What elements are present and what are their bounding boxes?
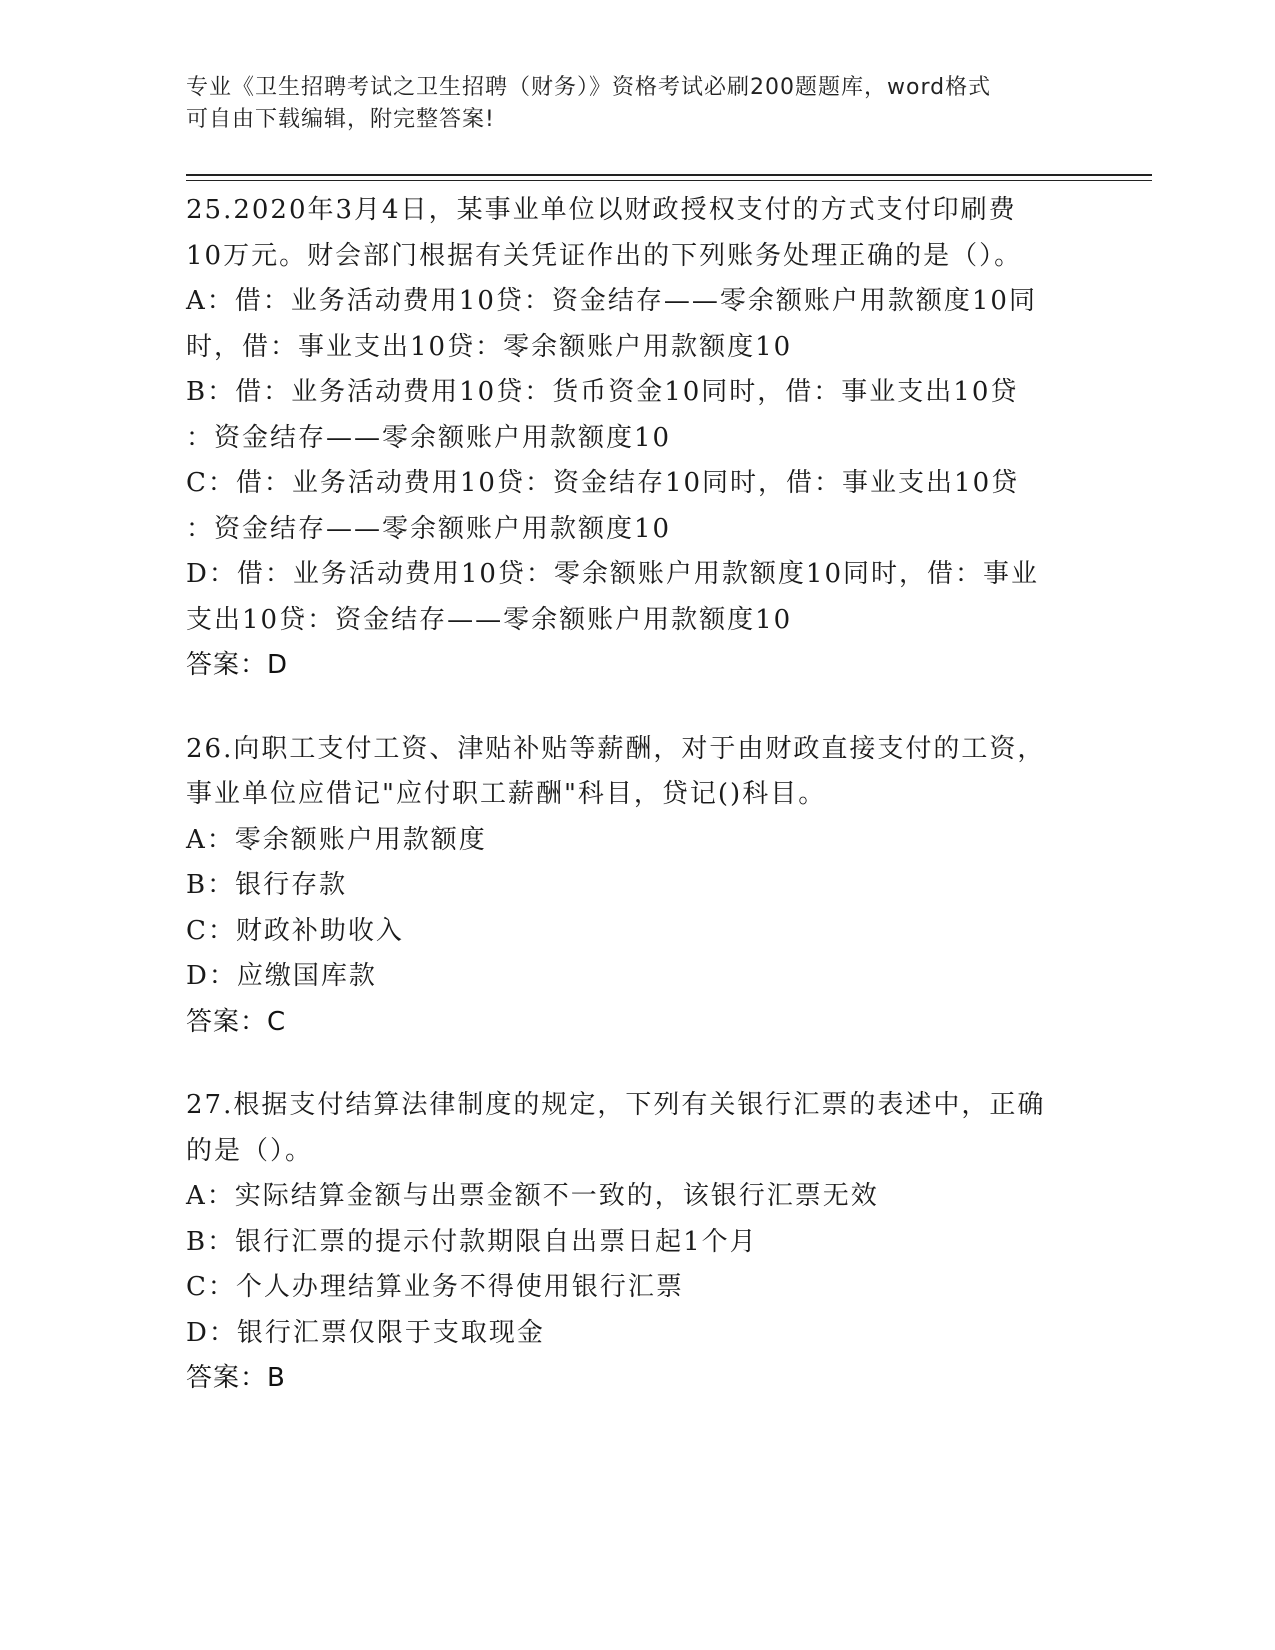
- question-25-option-d-line-2: 支出10贷：资金结存——零余额账户用款额度10: [186, 604, 793, 635]
- question-25: [186, 188, 1086, 689]
- question-27-stem-line-1: 27.根据支付结算法律制度的规定，下列有关银行汇票的表述中，正确: [186, 1090, 1046, 1120]
- question-27-option-c: C：个人办理结算业务不得使用银行汇票: [186, 1272, 684, 1302]
- question-27-option-b: B：银行汇票的提示付款期限自出票日起1个月: [186, 1226, 758, 1257]
- header-divider-thick: [186, 174, 1152, 176]
- header-line-1: 专业《卫生招聘考试之卫生招聘（财务）》资格考试必刷200题题库，word格式: [186, 75, 992, 100]
- question-26-option-b: B：银行存款: [186, 870, 348, 900]
- question-27-stem-line-2: 的是（）。: [186, 1135, 314, 1166]
- header-line-2: 可自由下载编辑，附完整答案!: [186, 107, 495, 132]
- question-27: [186, 1083, 1086, 1402]
- question-25-option-b-line-2: ：资金结存——零余额账户用款额度10: [186, 422, 672, 453]
- question-list: [186, 188, 1086, 1402]
- question-27-option-d: D：银行汇票仅限于支取现金: [186, 1317, 545, 1348]
- question-25-option-d-line-1: D：借：业务活动费用10贷：零余额账户用款额度10同时，借：事业: [186, 559, 1040, 589]
- question-26-option-a: A：零余额账户用款额度: [186, 824, 487, 855]
- question-25-stem-line-2: 10万元。财会部门根据有关凭证作出的下列账务处理正确的是（）。: [186, 240, 1023, 271]
- question-25-stem-line-1: 25.2020年3月4日，某事业单位以财政授权支付的方式支付印刷费: [186, 195, 1017, 225]
- question-25-option-a-line-1: A：借：业务活动费用10贷：资金结存——零余额账户用款额度10同: [186, 286, 1037, 316]
- question-25-option-b-line-1: B：借：业务活动费用10贷：货币资金10同时，借：事业支出10贷: [186, 377, 1019, 407]
- question-26-stem-line-1: 26.向职工支付工资、津贴补贴等薪酬，对于由财政直接支付的工资，: [186, 733, 1046, 764]
- question-25-option-c-line-2: ：资金结存——零余额账户用款额度10: [186, 513, 672, 544]
- question-26: [186, 727, 1086, 1046]
- question-27-answer: 答案：B: [186, 1363, 286, 1393]
- question-26-answer: 答案：C: [186, 1006, 287, 1037]
- question-25-answer: 答案：D: [186, 650, 289, 680]
- question-26-option-c: C：财政补助收入: [186, 915, 404, 946]
- question-25-option-a-line-2: 时，借：事业支出10贷：零余额账户用款额度10: [186, 331, 793, 362]
- question-26-stem-line-2: 事业单位应借记"应付职工薪酬"科目，贷记()科目。: [186, 779, 827, 809]
- question-27-option-a: A：实际结算金额与出票金额不一致的，该银行汇票无效: [186, 1181, 879, 1211]
- question-26-option-d: D：应缴国库款: [186, 961, 377, 991]
- header-divider-thin: [186, 180, 1152, 181]
- question-25-option-c-line-1: C：借：业务活动费用10贷：资金结存10同时，借：事业支出10贷: [186, 468, 1020, 498]
- document-header: [186, 72, 1066, 136]
